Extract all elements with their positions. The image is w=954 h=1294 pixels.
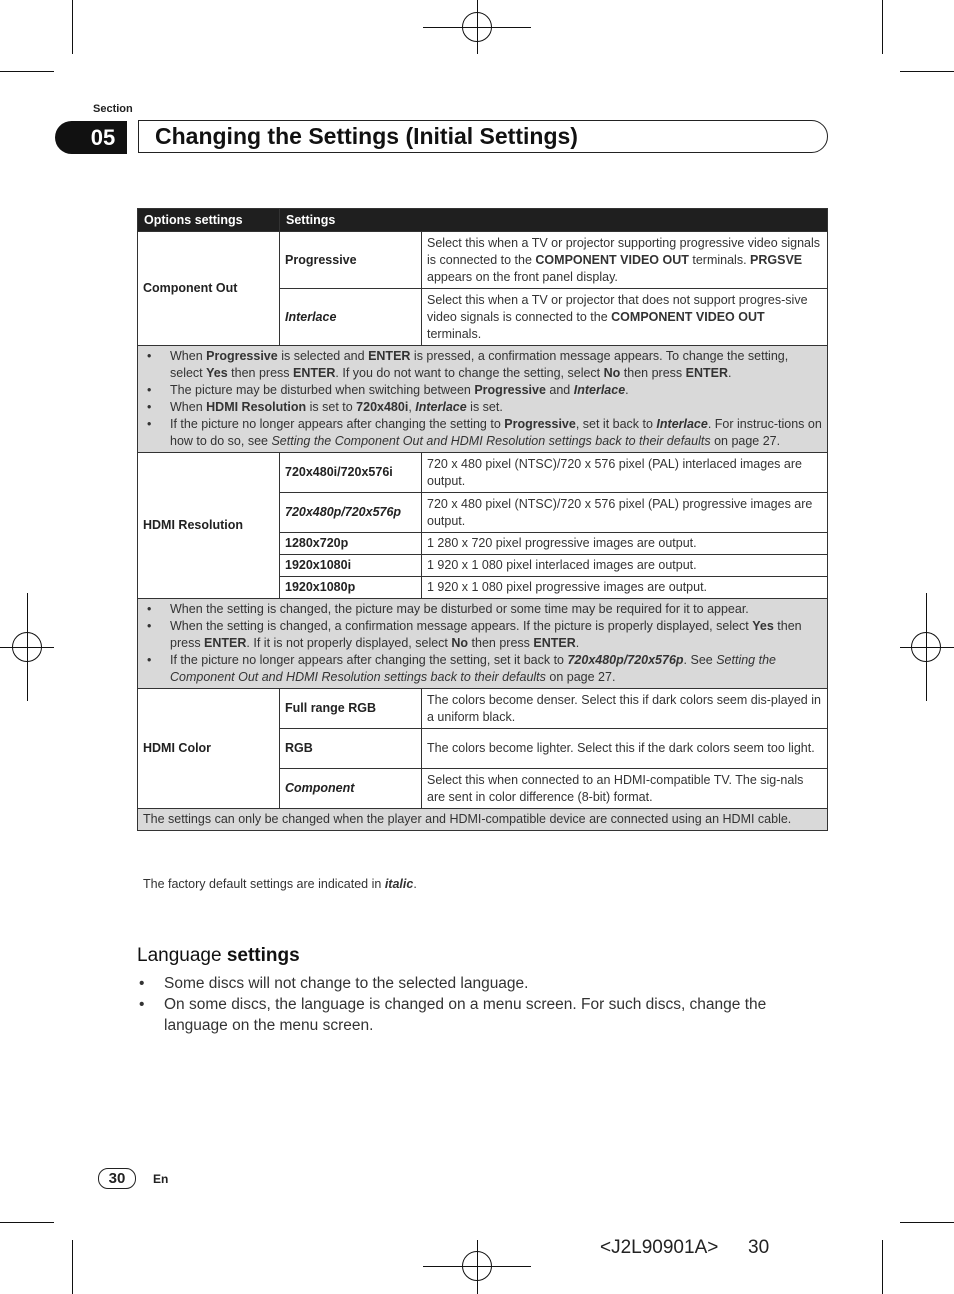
- setting-description: Select this when a TV or projector that does not support progres-sive video signals is connected to the COMPONENT VIDEO OUT terminals.: [422, 289, 828, 346]
- registration-mark-icon: [911, 632, 941, 662]
- language-notes-list: [137, 973, 817, 1036]
- registration-mark-icon: [462, 1251, 492, 1281]
- column-header: Options settings: [138, 209, 280, 232]
- table-row: [138, 453, 828, 493]
- footnote-italic-word: italic: [384, 877, 414, 891]
- heading-regular: Language: [137, 945, 222, 966]
- setting-description: 720 x 480 pixel (NTSC)/720 x 576 pixel (PAL) progressive images are output.: [422, 493, 828, 533]
- column-header: Settings: [280, 209, 828, 232]
- setting-name: Progressive: [280, 232, 422, 289]
- table-header-row: [138, 209, 828, 232]
- job-page-number: 30: [748, 1237, 770, 1258]
- note-row: [138, 809, 828, 831]
- option-name: HDMI Resolution: [138, 453, 280, 599]
- table-row: [138, 689, 828, 729]
- note-item: • The picture may be disturbed when switching between Progressive and Interlace.: [143, 382, 822, 399]
- note-item: • When the setting is changed, a confirmation message appears. If the picture is properly displayed, select Yes then press ENTER. If it is not properly displayed, select No then press ENTER.: [143, 618, 822, 652]
- note-item: • When HDMI Resolution is set to 720x480i, Interlace is set.: [143, 399, 822, 416]
- setting-name: 720x480p/720x576p: [280, 493, 422, 533]
- language-settings-heading: [137, 945, 300, 967]
- setting-description: Select this when a TV or projector supporting progressive video signals is connected to the COMPONENT VIDEO OUT terminals. PRGSVE appears on the front panel display.: [422, 232, 828, 289]
- list-item: • Some discs will not change to the selected language.: [137, 973, 817, 994]
- setting-name: 1920x1080p: [280, 577, 422, 599]
- setting-name: Full range RGB: [280, 689, 422, 729]
- setting-name: 1280x720p: [280, 533, 422, 555]
- setting-name: 1920x1080i: [280, 555, 422, 577]
- page-number: 30: [98, 1168, 136, 1189]
- note-cell: [138, 346, 828, 453]
- setting-description: 720 x 480 pixel (NTSC)/720 x 576 pixel (PAL) interlaced images are output.: [422, 453, 828, 493]
- table-row: [138, 232, 828, 289]
- setting-name: RGB: [280, 729, 422, 769]
- note-item: • If the picture no longer appears after changing the setting to Progressive, set it back to Interlace. For instruc-tions on how to do so, see Setting the Component Out and HDMI Resolution settings back to their defaults on page 27.: [143, 416, 822, 450]
- note-list: [143, 601, 822, 686]
- setting-name: Interlace: [280, 289, 422, 346]
- note-item: • When the setting is changed, the picture may be disturbed or some time may be required for it to appear.: [143, 601, 822, 618]
- note-cell: The settings can only be changed when the player and HDMI-compatible device are connected using an HDMI cable.: [138, 809, 828, 831]
- footnote-text: The factory default settings are indicated in: [143, 877, 385, 891]
- footnote-suffix: .: [413, 877, 417, 891]
- option-name: Component Out: [138, 232, 280, 346]
- registration-mark-icon: [462, 12, 492, 42]
- setting-description: 1 280 x 720 pixel progressive images are output.: [422, 533, 828, 555]
- section-number: 05: [55, 121, 127, 154]
- heading-bold: settings: [226, 945, 300, 966]
- note-cell: [138, 599, 828, 689]
- note-item: • If the picture no longer appears after changing the setting, set it back to 720x480p/720x576p. See Setting the Component Out and HDMI Resolution settings back to their defaults on page 27.: [143, 652, 822, 686]
- note-row: [138, 599, 828, 689]
- registration-mark-icon: [12, 632, 42, 662]
- note-list: [143, 348, 822, 450]
- setting-description: The colors become lighter. Select this if the dark colors seem too light.: [422, 729, 828, 769]
- options-table: [137, 208, 828, 831]
- table-footnote: [143, 877, 417, 891]
- setting-name: Component: [280, 769, 422, 809]
- note-row: [138, 346, 828, 453]
- setting-description: 1 920 x 1 080 pixel progressive images are output.: [422, 577, 828, 599]
- section-label: Section: [93, 103, 133, 115]
- job-code: <J2L90901A>: [600, 1237, 719, 1258]
- note-item: • When Progressive is selected and ENTER is pressed, a confirmation message appears. To change the setting, select Yes then press ENTER. If you do not want to change the setting, select No then press ENTER.: [143, 348, 822, 382]
- setting-description: 1 920 x 1 080 pixel interlaced images are output.: [422, 555, 828, 577]
- option-name: HDMI Color: [138, 689, 280, 809]
- list-item: • On some discs, the language is changed on a menu screen. For such discs, change the language on the menu screen.: [137, 994, 817, 1036]
- setting-description: Select this when connected to an HDMI-compatible TV. The sig-nals are sent in color difference (8-bit) format.: [422, 769, 828, 809]
- setting-name: 720x480i/720x576i: [280, 453, 422, 493]
- language-code: En: [153, 1172, 169, 1186]
- setting-description: The colors become denser. Select this if dark colors seem dis-played in a uniform black.: [422, 689, 828, 729]
- page-title: Changing the Settings (Initial Settings): [138, 120, 828, 153]
